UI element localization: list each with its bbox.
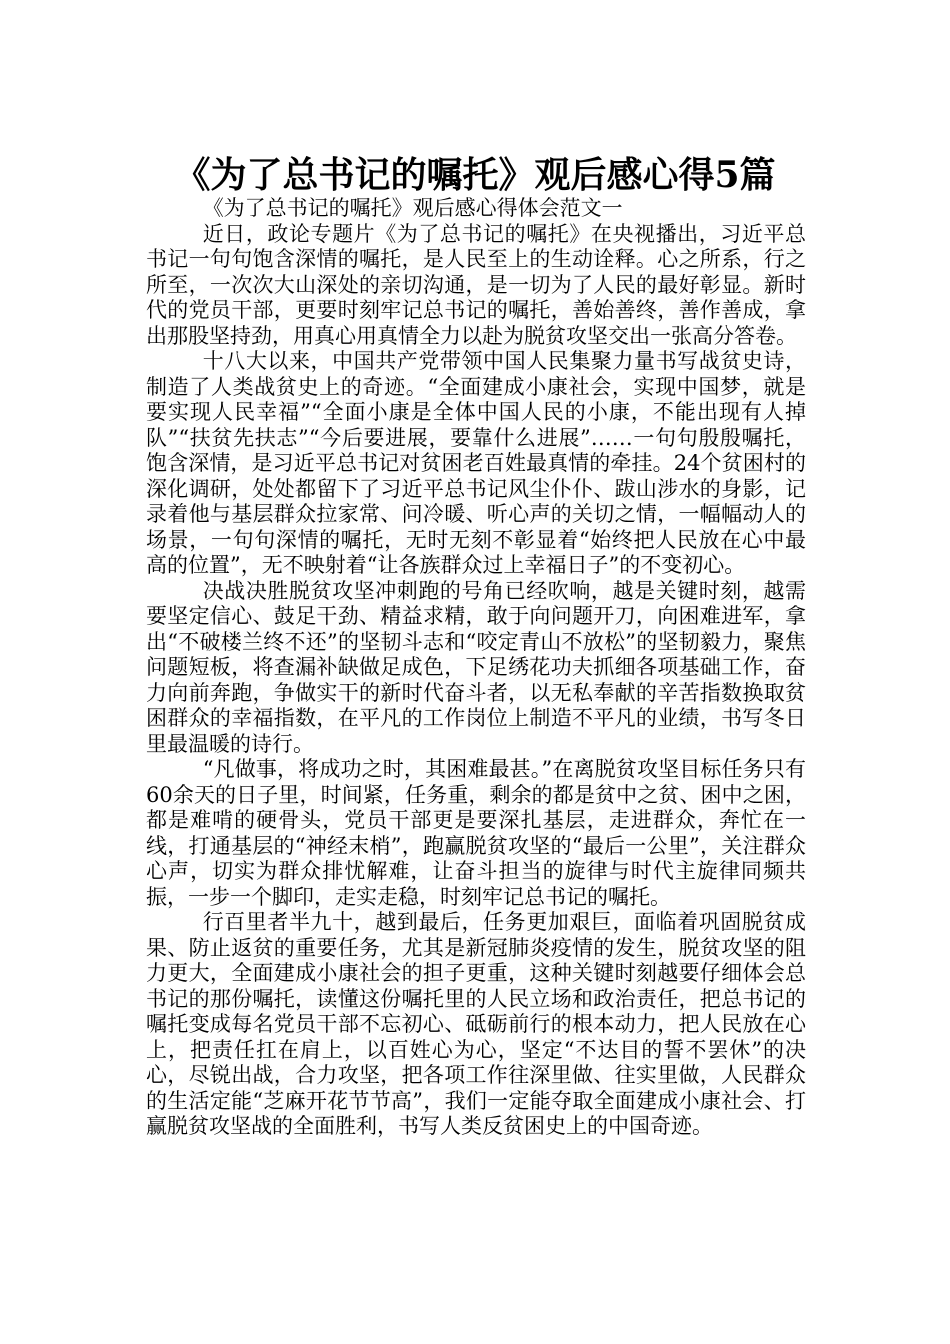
document-title: 《为了总书记的嘱托》观后感心得5篇 (174, 154, 776, 197)
body-paragraph-1: 近日，政论专题片《为了总书记的嘱托》在央视播出，习近平总书记一句句饱含深情的嘱托，是人民至上的生动诠释。心之所系，行之所至，一次次大山深处的亲切沟通，是一切为了人民的最好彰显。新时代的党员干部，更要时刻牢记总书记的嘱托，善始善终，善作善成，拿出那股坚持劲，用真心用真情全力以赴为脱贫攻坚交出一张高分答卷。 (146, 221, 806, 348)
body-paragraph-3: 决战决胜脱贫攻坚冲刺跑的号角已经吹响，越是关键时刻，越需要坚定信心、鼓足干劲、精益求精，敢于向问题开刀，向困难进军，拿出“不破楼兰终不还”的坚韧斗志和“咬定青山不放松”的坚韧毅力，聚焦问题短板，将查漏补缺做足成色，下足绣花功夫抓细各项基础工作，奋力向前奔跑，争做实干的新时代奋斗者，以无私奉献的辛苦指数换取贫困群众的幸福指数，在平凡的工作岗位上制造不平凡的业绩，书写冬日里最温暖的诗行。 (146, 578, 806, 756)
body-paragraph-5: 行百里者半九十，越到最后，任务更加艰巨，面临着巩固脱贫成果、防止返贫的重要任务，尤其是新冠肺炎疫情的发生，脱贫攻坚的阻力更大，全面建成小康社会的担子更重，这种关键时刻越要仔细体会总书记的那份嘱托，读懂这份嘱托里的人民立场和政治责任，把总书记的嘱托变成每名党员干部不忘初心、砥砺前行的根本动力，把人民放在心上，把责任扛在肩上，以百姓心为心，坚定“不达目的誓不罢休”的决心，尽锐出战，合力攻坚，把各项工作往深里做、往实里做，人民群众的生活定能“芝麻开花节节高”，我们一定能夺取全面建成小康社会、打赢脱贫攻坚战的全面胜利，书写人类反贫困史上的中国奇迹。 (146, 910, 806, 1138)
document-body (146, 196, 806, 1140)
section-subheading: 《为了总书记的嘱托》观后感心得体会范文一 (202, 196, 623, 220)
body-paragraph-2: 十八大以来，中国共产党带领中国人民集聚力量书写战贫史诗，制造了人类战贫史上的奇迹。“全面建成小康社会，实现中国梦，就是要实现人民幸福”“全面小康是全体中国人民的小康，不能出现有人掉队”“扶贫先扶志”“今后要进展，要靠什么进展”……一句句殷殷嘱托，饱含深情，是习近平总书记对贫困老百姓最真情的牵挂。24个贫困村的深化调研，处处都留下了习近平总书记风尘仆仆、跋山涉水的身影，记录着他与基层群众拉家常、问冷暖、听心声的关切之情，一幅幅动人的场景，一句句深情的嘱托，无时无刻不彰显着“始终把人民放在心中最高的位置”，无不映射着“让各族群众过上幸福日子”的不变初心。 (146, 349, 806, 577)
body-paragraph-4: “凡做事，将成功之时，其困难最甚。”在离脱贫攻坚目标任务只有60余天的日子里，时间紧，任务重，剩余的都是贫中之贫、困中之困，都是难啃的硬骨头，党员干部更是要深扎基层，走进群众，奔忙在一线，打通基层的“神经末梢”，跑赢脱贫攻坚的“最后一公里”，关注群众心声，切实为群众排忧解难，让奋斗担当的旋律与时代主旋律同频共振，一步一个脚印，走实走稳，时刻牢记总书记的嘱托。 (146, 757, 806, 909)
